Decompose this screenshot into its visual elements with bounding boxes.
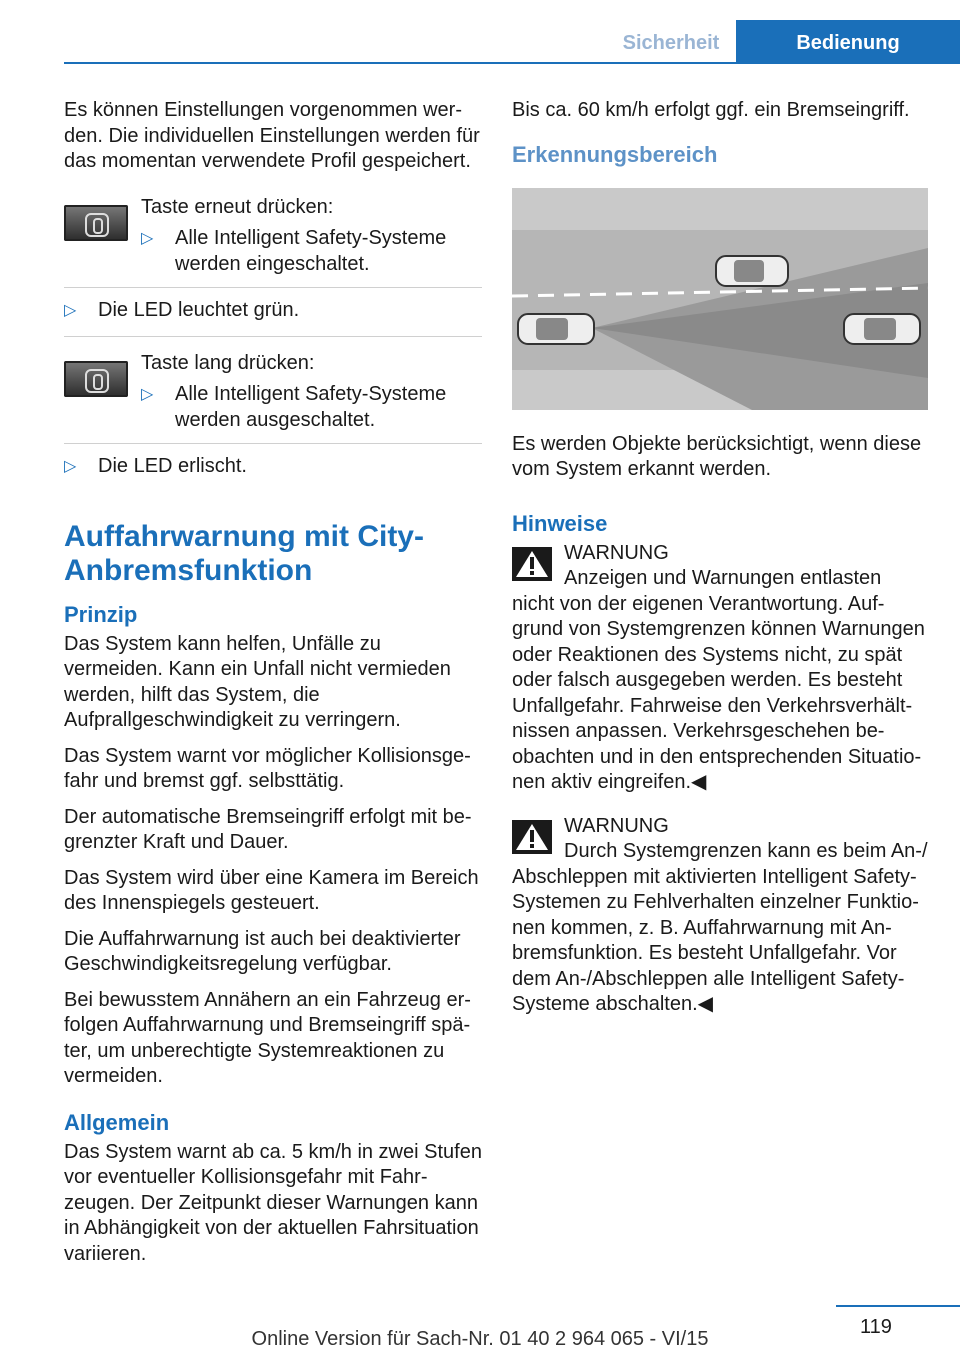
paragraph: Das System wird über eine Kamera im Bereich des Innenspiegels gesteuert. — [64, 866, 479, 914]
paragraph: Der automatische Bremseingriff erfolgt mit be-grenzter Kraft und Dauer. — [64, 805, 472, 853]
section-title: Auffahrwarnung mit City-Anbremsfunktion — [64, 519, 424, 587]
divider — [64, 443, 482, 444]
right-column — [512, 98, 930, 1032]
car-icon — [716, 256, 788, 286]
led-off-bullet: ▷ Die LED erlischt. — [64, 454, 482, 480]
detection-area-illustration — [512, 188, 928, 410]
safety-button-icon — [64, 361, 128, 397]
press-long-bullet: ▷ Alle Intelligent Safety-Systeme werden ausgeschaltet. — [141, 382, 482, 433]
heading-erkennungsbereich: Erkennungsbereich — [512, 141, 718, 167]
paragraph: Bis ca. 60 km/h erfolgt ggf. ein Bremseingriff. — [512, 99, 910, 121]
warning-text: Durch Systemgrenzen kann es beim An-/ Abschleppen mit aktivierten Intelligent Safety-Systemen zu Fehlverhalten einzelner Funktio-nen kommen, z. B. Auffahrwarnung mit An-bremsfunktion. Es besteht Unfallgefahr. Vor dem An-/Abschleppen alle Intelligent Safety-Systeme abschalten.◀ — [512, 840, 928, 1015]
intro-paragraph: Es können Einstellungen vorgenommen wer-den. Die individuellen Einstellungen werden für das momentan verwendete Profil gespeichert. — [64, 99, 480, 172]
car-icon — [844, 314, 920, 344]
heading-hinweise: Hinweise — [512, 510, 608, 536]
press-again-bullet: ▷ Alle Intelligent Safety-Systeme werden eingeschaltet. — [141, 226, 482, 277]
led-green-bullet: ▷ Die LED leuchtet grün. — [64, 298, 482, 324]
warning-block — [512, 814, 930, 1018]
warning-title: WARNUNG — [564, 814, 669, 837]
figure-caption: Es werden Objekte berücksichtigt, wenn diese vom System erkannt werden. — [512, 432, 922, 480]
press-long-text: Taste lang drücken: — [141, 351, 315, 374]
page-number-rule — [836, 1305, 960, 1307]
paragraph: Das System warnt ab ca. 5 km/h in zwei Stufen vor eventueller Kollisionsgefahr mit Fahr-zeugen. Der Zeitpunkt dieser Warnungen kann in Abhängigkeit von der aktuellen Fahrsituation variieren. — [64, 1140, 482, 1265]
page-number: 119 — [860, 1316, 892, 1338]
warning-text: Anzeigen und Warnungen entlasten nicht von der eigenen Verantwortung. Auf-grund von Systemgrenzen können Warnungen oder Reaktionen des Systems nicht, zu spät oder falsch ausgegeben werden. Es besteht Unfallgefahr. Fahrweise den Verkehrsverhält-nissen anpassen. Verkehrsgeschehen be-obachten und in den entsprechenden Situatio-nen aktiv eingreifen.◀ — [512, 567, 925, 793]
tab-bedienung[interactable]: Bedienung — [736, 20, 960, 62]
header-rule — [64, 62, 960, 64]
press-again-block — [64, 195, 482, 278]
paragraph: Die Auffahrwarnung ist auch bei deaktivierter Geschwindigkeitsregelung verfügbar. — [64, 927, 461, 975]
divider — [64, 287, 482, 288]
paragraph: Das System kann helfen, Unfälle zu vermeiden. Kann ein Unfall nicht vermieden werden, hilft das System, die Aufprallgeschwindigkeit zu verringern. — [64, 632, 451, 731]
left-column — [64, 98, 482, 1277]
warning-triangle-icon — [512, 547, 552, 581]
warning-triangle-icon — [512, 820, 552, 854]
warning-block — [512, 541, 930, 796]
paragraph: Bei bewusstem Annähern an ein Fahrzeug er-folgen Auffahrwarnung und Bremseingriff spä-ter, um unberechtigte Systemreaktionen zu vermeiden. — [64, 988, 471, 1087]
road-diagram — [512, 188, 928, 410]
press-again-text: Taste erneut drücken: — [141, 195, 334, 218]
heading-prinzip: Prinzip — [64, 601, 138, 627]
car-icon — [518, 314, 594, 344]
safety-button-icon — [64, 205, 128, 241]
footer-text: Online Version für Sach-Nr. 01 40 2 964 065 - VI/15 — [251, 1328, 709, 1350]
paragraph: Das System warnt vor möglicher Kollisionsge-fahr und bremst ggf. selbsttätig. — [64, 744, 471, 792]
press-long-block — [64, 351, 482, 434]
warning-title: WARNUNG — [564, 541, 669, 564]
heading-allgemein: Allgemein — [64, 1109, 170, 1135]
tab-sicherheit[interactable]: Sicherheit — [606, 20, 736, 62]
divider — [64, 336, 482, 337]
